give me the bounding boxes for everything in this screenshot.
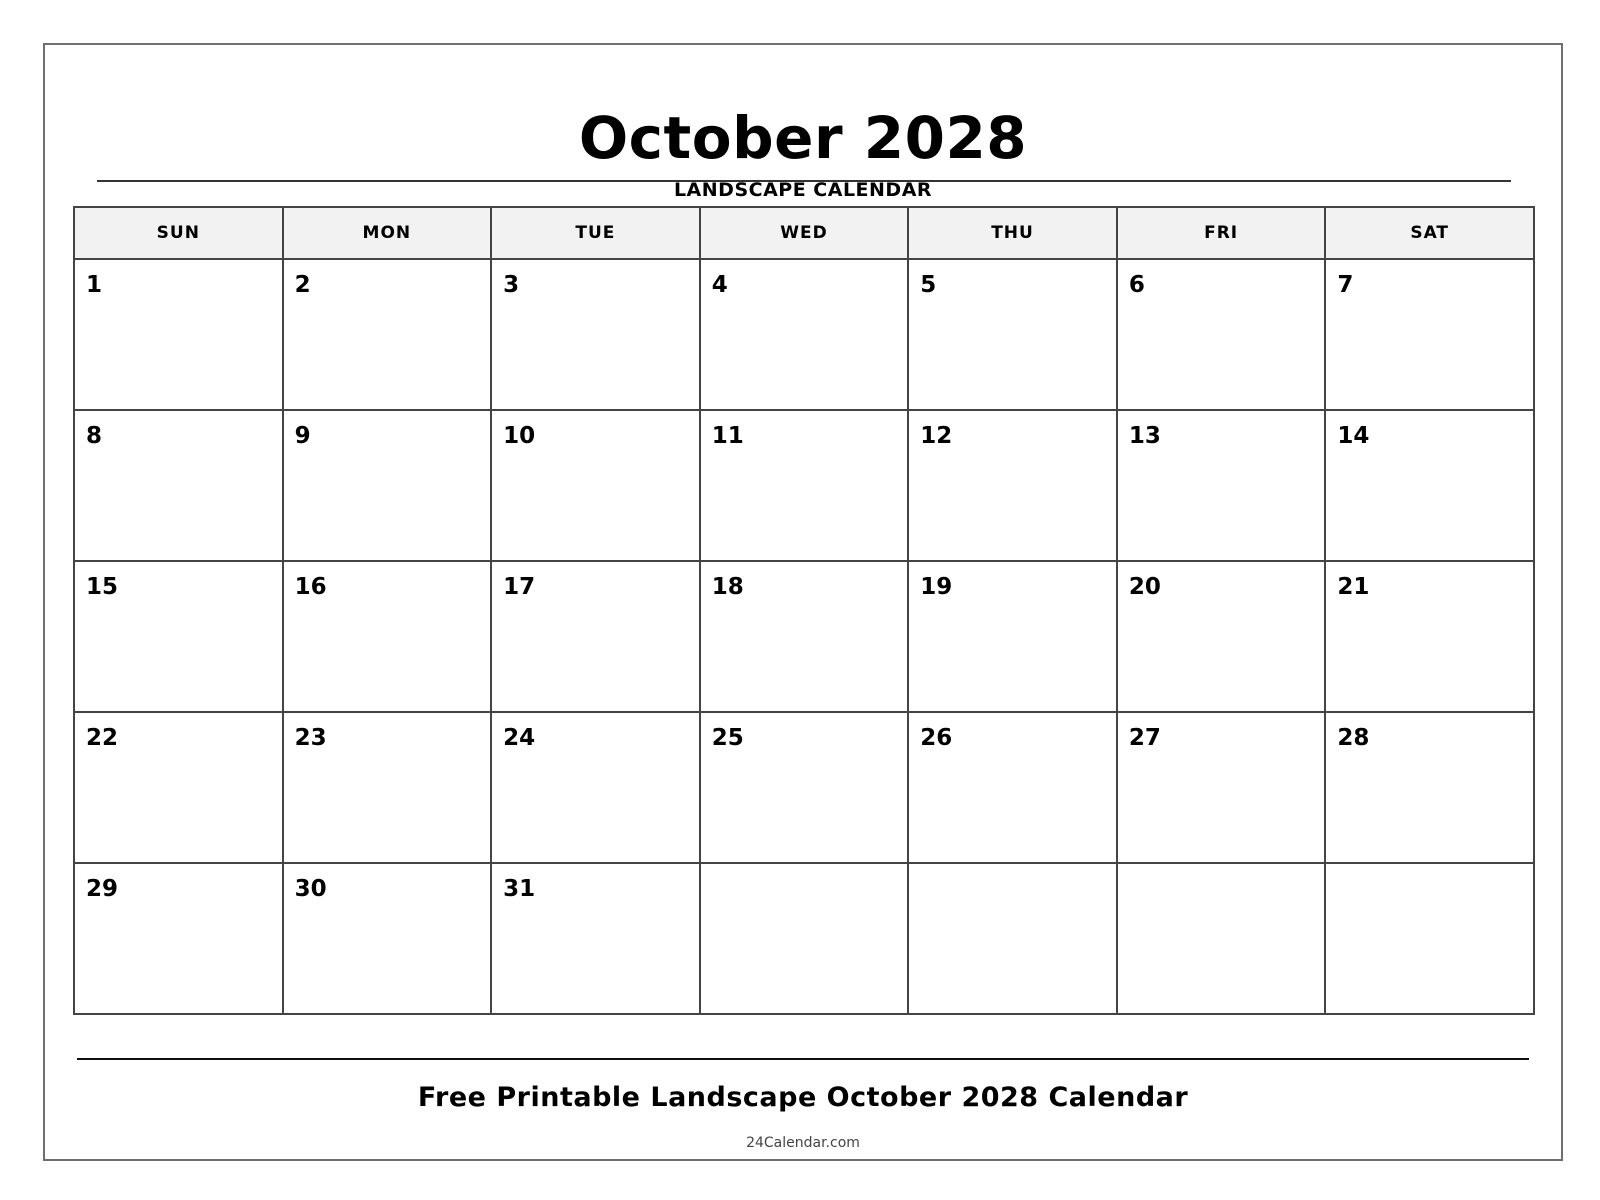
day-cell: [1325, 863, 1534, 1014]
day-cell: [491, 712, 700, 863]
day-number: 11: [711, 423, 744, 449]
week-row: [74, 712, 1534, 863]
day-cell: [74, 410, 283, 561]
calendar-page: [43, 43, 1563, 1161]
day-cell: [74, 863, 283, 1014]
day-cell: [491, 561, 700, 712]
day-number: 26: [920, 725, 953, 751]
day-number: 17: [503, 574, 536, 600]
day-number: 29: [86, 876, 119, 902]
day-number: 10: [503, 423, 536, 449]
weekday-fri: FRI: [1117, 207, 1326, 259]
day-cell: [908, 410, 1117, 561]
day-cell: [700, 863, 909, 1014]
day-number: 16: [294, 574, 327, 600]
weekday-wed: WED: [700, 207, 909, 259]
day-number: 7: [1337, 272, 1354, 298]
day-number: 18: [711, 574, 744, 600]
day-cell: [283, 410, 492, 561]
day-number: 4: [711, 272, 728, 298]
day-cell: [283, 712, 492, 863]
day-number: 21: [1337, 574, 1370, 600]
day-number: 25: [711, 725, 744, 751]
day-number: 12: [920, 423, 953, 449]
day-cell: [283, 561, 492, 712]
page-title: October 2028: [578, 104, 1028, 172]
day-cell: [1117, 410, 1326, 561]
weekday-mon: MON: [283, 207, 492, 259]
day-number: 22: [86, 725, 119, 751]
day-number: 30: [294, 876, 327, 902]
day-number: 15: [86, 574, 119, 600]
weekday-thu: THU: [908, 207, 1117, 259]
day-cell: [74, 712, 283, 863]
day-number: 9: [294, 423, 311, 449]
day-number: [1118, 864, 1325, 874]
week-row: [74, 561, 1534, 712]
weekday-sun: SUN: [74, 207, 283, 259]
footer-divider: [77, 1058, 1529, 1060]
day-cell: [1117, 863, 1326, 1014]
day-cell: [491, 863, 700, 1014]
day-cell: [74, 259, 283, 410]
day-cell: [1325, 712, 1534, 863]
day-cell: [283, 863, 492, 1014]
day-number: 23: [294, 725, 327, 751]
month-grid: [73, 206, 1535, 1015]
day-cell: [1117, 259, 1326, 410]
week-row: [74, 863, 1534, 1014]
day-number: 8: [86, 423, 103, 449]
day-cell: [700, 561, 909, 712]
day-number: [909, 864, 1116, 874]
day-cell: [908, 561, 1117, 712]
day-number: 20: [1128, 574, 1161, 600]
weekday-tue: TUE: [491, 207, 700, 259]
day-cell: [908, 863, 1117, 1014]
day-number: 28: [1337, 725, 1370, 751]
day-number: 14: [1337, 423, 1370, 449]
week-row: [74, 259, 1534, 410]
day-cell: [1117, 712, 1326, 863]
day-cell: [491, 410, 700, 561]
day-cell: [1325, 259, 1534, 410]
day-cell: [1325, 561, 1534, 712]
day-number: 2: [294, 272, 311, 298]
header-divider: [97, 180, 1511, 182]
day-number: 24: [503, 725, 536, 751]
day-cell: [700, 259, 909, 410]
day-cell: [74, 561, 283, 712]
day-cell: [491, 259, 700, 410]
week-row: [74, 410, 1534, 561]
day-number: [1326, 864, 1533, 874]
day-number: 5: [920, 272, 937, 298]
day-cell: [1117, 561, 1326, 712]
weekday-sat: SAT: [1325, 207, 1534, 259]
day-number: 6: [1128, 272, 1145, 298]
day-cell: [908, 712, 1117, 863]
day-cell: [700, 712, 909, 863]
day-cell: [1325, 410, 1534, 561]
day-number: 27: [1128, 725, 1161, 751]
day-cell: [700, 410, 909, 561]
day-number: [701, 864, 908, 874]
day-number: 3: [503, 272, 520, 298]
weekday-header-row: [74, 207, 1534, 259]
day-number: 13: [1128, 423, 1161, 449]
footer-title: Free Printable Landscape October 2028 Calendar: [417, 1082, 1189, 1113]
day-cell: [283, 259, 492, 410]
day-number: 31: [503, 876, 536, 902]
page-subtitle: LANDSCAPE CALENDAR: [673, 179, 933, 201]
day-number: 1: [86, 272, 103, 298]
day-number: 19: [920, 574, 953, 600]
day-cell: [908, 259, 1117, 410]
footer-site: 24Calendar.com: [746, 1135, 860, 1151]
